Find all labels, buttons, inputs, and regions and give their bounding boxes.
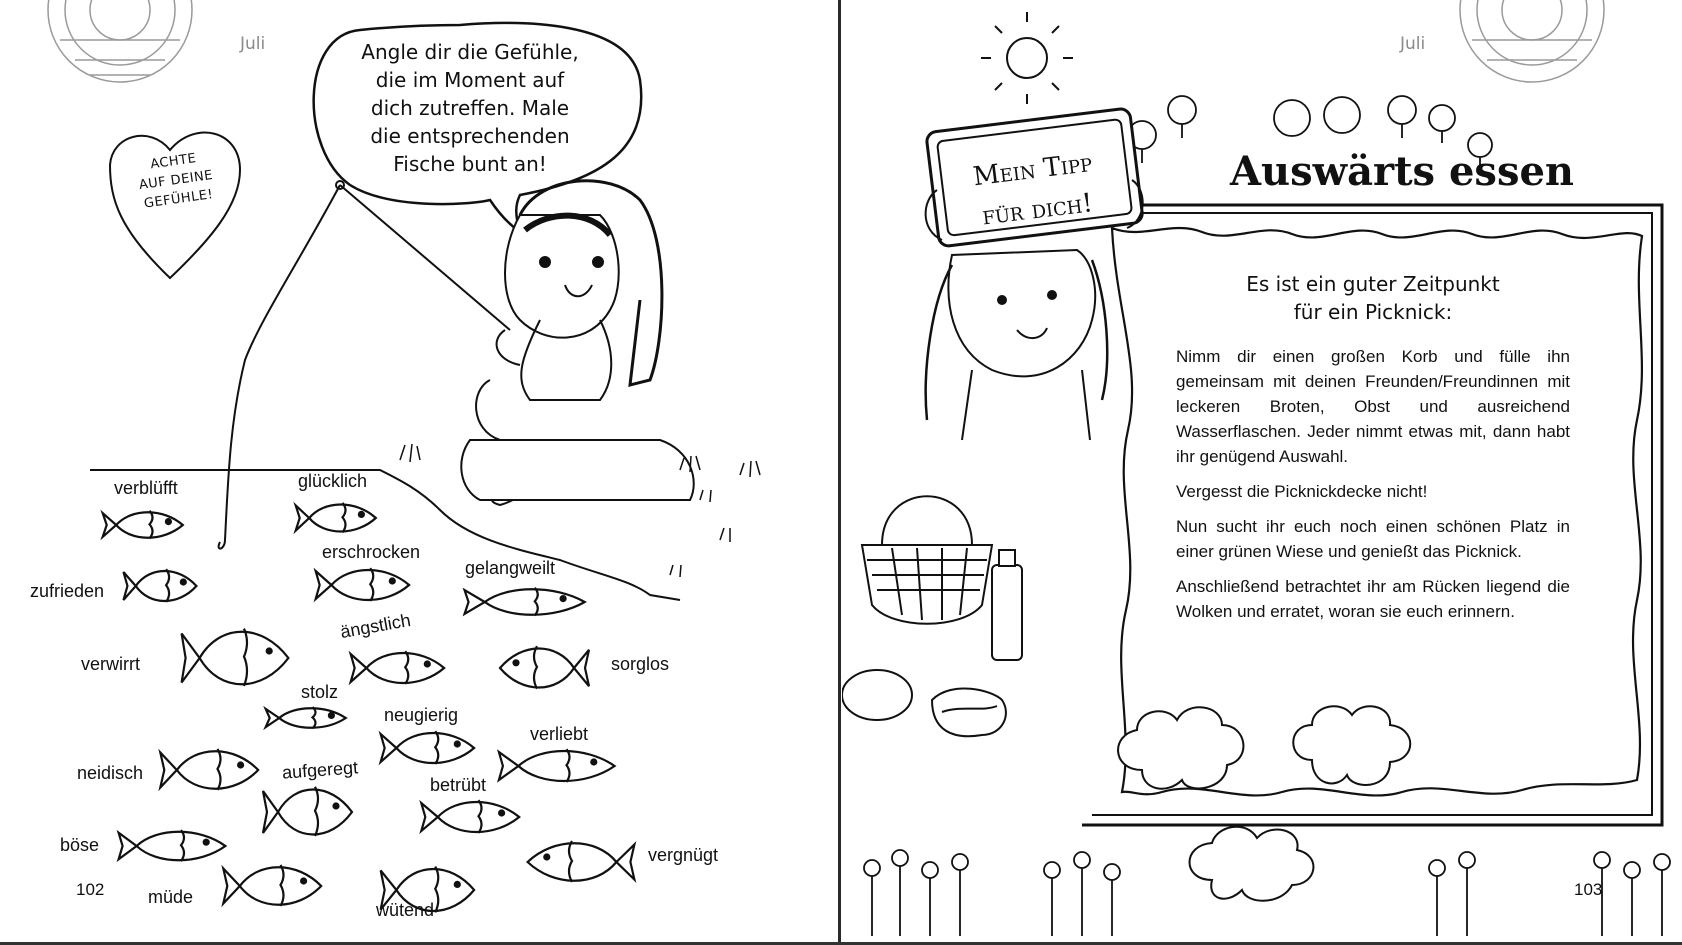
fish-label-zufrieden: zufrieden (30, 581, 105, 601)
picnic-basket-icon (862, 496, 992, 624)
fish-icon (421, 800, 519, 833)
sun-icon (981, 12, 1073, 104)
bubble-line: die entsprechenden (370, 124, 570, 148)
sign-line: für dich! (980, 188, 1095, 232)
fish-label-gluecklich: glücklich (298, 471, 368, 491)
bottle-icon (992, 550, 1022, 660)
clouds-icon (1118, 706, 1410, 900)
mandala-icon (48, 0, 192, 82)
fish-label-sorglos: sorglos (611, 654, 670, 674)
fish-label-stolz: stolz (301, 682, 339, 702)
fish-icon (223, 865, 321, 906)
fish-icon (528, 841, 635, 882)
paragraph: Anschließend betrachtet ihr am Rücken liegend die Wolken und erratet, woran sie euch erinnern. (1176, 577, 1570, 621)
bubble-line: die im Moment auf (375, 68, 565, 92)
fish-label-aufgeregt: aufgeregt (281, 757, 359, 783)
fish-label-aengstlich: ängstlich (338, 609, 413, 643)
heart-line: AUF DEINE (138, 167, 214, 194)
fish-icon (266, 707, 346, 728)
fish-icon (263, 787, 352, 836)
fish-icon (103, 511, 183, 539)
fish-icon (123, 569, 196, 602)
fish-label-verliebt: verliebt (530, 724, 589, 744)
paragraph: Nimm dir einen großen Korb und fülle ihn gemeinsam mit deinen Freunden/Freundinnen mit leckeren Broten, Obst und ausreichend Wasserflaschen. Jeder nimmt etwas mit, dann habt ihr genügend Auswahl. (1176, 347, 1570, 466)
fish-label-erschrocken: erschrocken (322, 542, 421, 562)
heart-line: GEFÜHLE! (143, 187, 215, 212)
subtitle (1176, 270, 1570, 326)
bubble-line: Angle dir die Gefühle, (361, 40, 579, 64)
fish-label-wuetend: wütend (376, 900, 435, 920)
sign-line: Mein Tipp (971, 147, 1094, 193)
subtitle-line: für ein Picknick: (1293, 300, 1453, 324)
page-number-right: 103 (1574, 880, 1603, 899)
fish-icon (500, 646, 589, 689)
page-title: Auswärts essen (1230, 148, 1575, 195)
fish-icon (351, 651, 444, 684)
fish-label-betruebt: betrübt (430, 775, 487, 795)
paragraph: Vergesst die Picknickdecke nicht! (1176, 482, 1428, 501)
fish-icon (465, 588, 585, 616)
heart-line: ACHTE (149, 151, 198, 173)
girl-fishing-icon (461, 181, 693, 505)
paragraph: Nun sucht ihr euch noch einen schönen Platz in einer grünen Wiese und genießt das Picknick. (1176, 517, 1570, 561)
left-page (0, 0, 838, 945)
fish-icon (119, 830, 226, 861)
fish-icon (316, 568, 409, 601)
fish-label-boese: böse (60, 835, 100, 855)
mandala-icon (1460, 0, 1604, 82)
fish-label-neugierig: neugierig (384, 705, 459, 725)
fish-icon (182, 629, 289, 686)
bubble-line: dich zutreffen. Male (370, 96, 570, 120)
fish-label-verbluefft: verblüfft (114, 478, 178, 498)
fish-icon (160, 749, 258, 790)
fish-label-gelangweilt: gelangweilt (465, 558, 556, 578)
fish-label-verwirrt: verwirrt (81, 654, 140, 674)
bread-icon (842, 670, 1006, 736)
fish-icon (381, 731, 474, 764)
tip-content (1176, 270, 1570, 634)
fish-label-neidisch: neidisch (77, 763, 144, 783)
bubble-line: Fische bunt an! (393, 152, 547, 176)
book-spine (838, 0, 841, 945)
subtitle-line: Es ist ein guter Zeitpunkt (1246, 272, 1500, 296)
fish-icon (296, 503, 376, 533)
speech-bubble-text (320, 38, 620, 178)
fish-label-muede: müde (148, 887, 194, 907)
page-number-left: 102 (76, 880, 105, 899)
month-label-right: Juli (1400, 34, 1426, 54)
fish-label-vergnuegt: vergnügt (648, 845, 719, 865)
fishing-rod-icon (219, 181, 510, 549)
fish-icon (499, 749, 615, 782)
month-label-left: Juli (240, 34, 266, 54)
